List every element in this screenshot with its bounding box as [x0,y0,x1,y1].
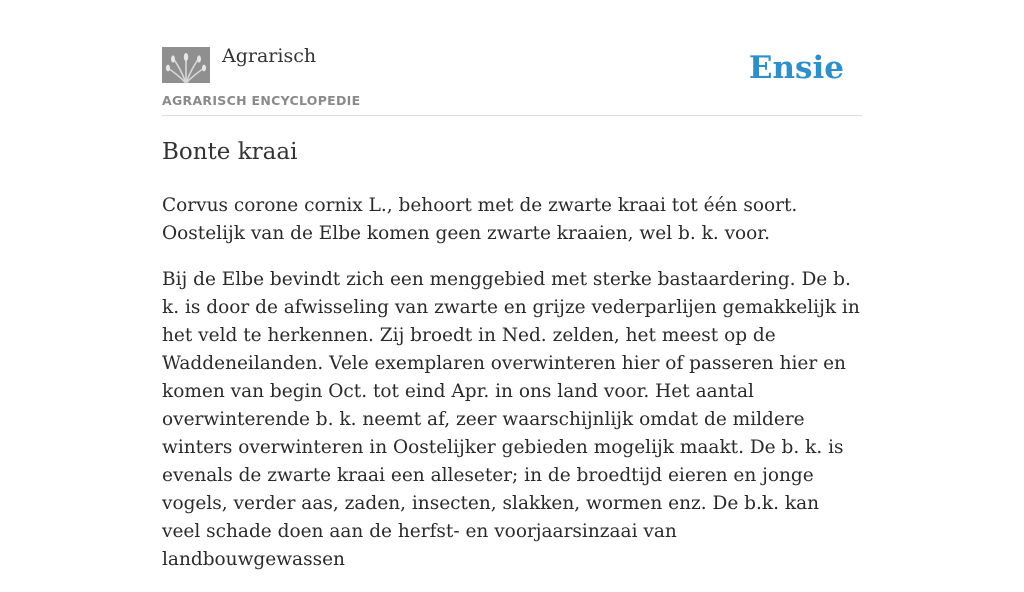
article-title: Bonte kraai [162,139,298,165]
wheat-icon[interactable] [162,47,210,83]
brand-logo-link[interactable]: Ensie [748,50,844,86]
source-subtitle: AGRARISCH ENCYCLOPEDIE [162,93,361,108]
article-body [162,192,862,592]
source-name[interactable]: Agrarisch [222,45,317,67]
article-paragraph: Bij de Elbe bevindt zich een menggebied met sterke bastaardering. De b. k. is door de afwisseling van zwarte en grijze vederparlijen gemakkelijk in het veld te herkennen. Zij broedt in Ned. zelden, het meest op de Waddeneilanden. Vele exemplaren overwinteren hier of passeren hier en komen van begin Oct. tot eind Apr. in ons land voor. Het aantal overwinterende b. k. neemt af, zeer waarschijnlijk omdat de mildere winters overwinteren in Oostelijker gebieden mogelijk maakt. De b. k. is evenals de zwarte kraai een alleseter; in de broedtijd eieren en jonge vogels, verder aas, zaden, insecten, slakken, wormen enz. De b.k. kan veel schade doen aan de herfst- en voorjaarsinzaai van landbouwgewassen [162,269,860,570]
article-paragraph: Corvus corone cornix L., behoort met de zwarte kraai tot één soort. Oostelijk van de Elbe komen geen zwarte kraaien, wel b. k. voor. [162,195,798,244]
header [162,0,862,116]
